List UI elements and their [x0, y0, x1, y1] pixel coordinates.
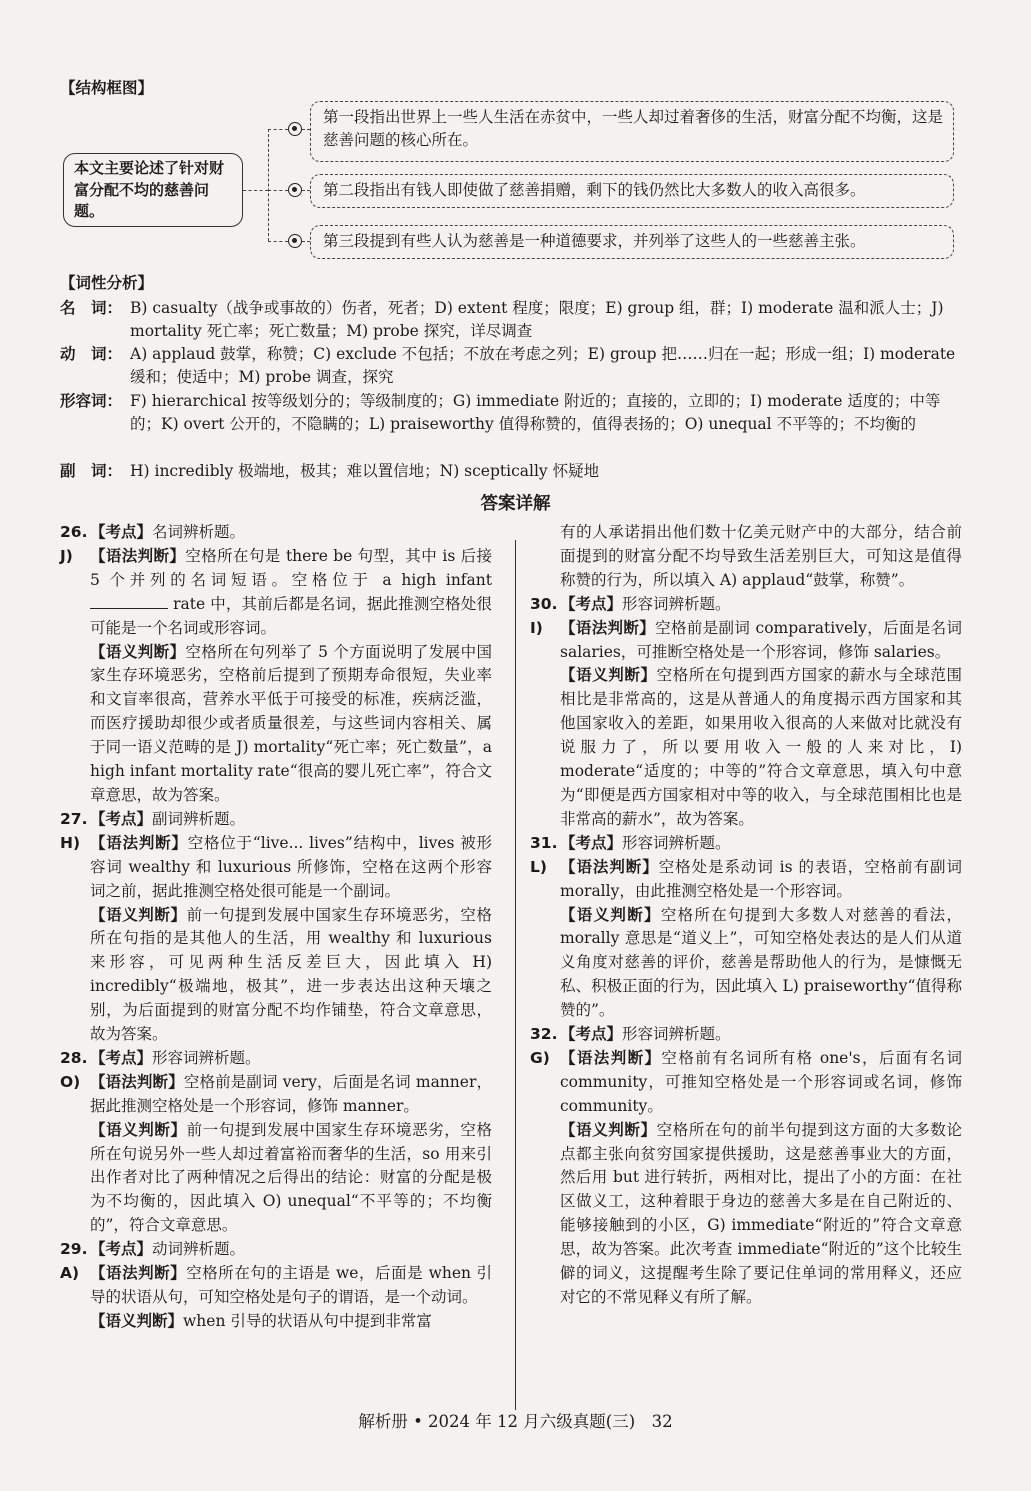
q29-semantic — [90, 1310, 492, 1334]
tag-kaodian: 【考点】 — [90, 1048, 153, 1067]
pos-row-adjective — [60, 390, 965, 437]
branch-link-1 — [302, 129, 310, 130]
q32-kaodian-text: 形容词辨析题。 — [622, 1025, 731, 1044]
pos-tag: 动 词： — [60, 345, 123, 363]
q27-semantic — [90, 904, 492, 1047]
q32-header — [530, 1023, 962, 1047]
pos-text: B) casualty（战争或事故的）伤者，死者；D) extent 程度；限度；E) group 组，群；I) moderate 温和派人士；J) mortality 死亡率；死亡数量；M) probe 探究，详尽调查 — [130, 299, 944, 341]
q31-header — [530, 832, 962, 856]
pos-tag: 形容词： — [60, 392, 123, 410]
q29-grammar-text: 空格所在句的主语是 we，后面是 when 引导的状语从句，可知空格处是句子的谓语，是一个动词。 — [90, 1264, 492, 1306]
q29-answer: A) — [60, 1264, 80, 1283]
pos-row-verb — [60, 343, 965, 390]
q26-semantic-text: 空格所在句列举了 5 个方面说明了发展中国家生存环境恶劣，空格前后提到了预期寿命很短，失业率和文盲率很高，营养水平低于可接受的标准，疾病泛滥，而医疗援助却很少或者质量很差，与这些词内容相关、属于同一语义范畴的是 J) mortality“死亡率；死亡数量”，a high infant mortality rate“很高的婴儿死亡率”，符合文章意思，故为答案。 — [90, 642, 492, 804]
pos-text: A) applaud 鼓掌，称赞；C) exclude 不包括；不放在考虑之列；E) group 把……归在一起；形成一组；I) moderate 缓和；使适中；M) probe 调查，探究 — [130, 345, 956, 387]
q32-semantic-text: 空格所在句的前半句提到这方面的大多数论点都主张向贫穷国家提供援助，这是慈善事业大的方面，然后用 but 进行转折，两相对比，提出了小的方面：在社区做义工，这种着眼于身边的慈善大多是在自己附近的、能够接触到的小区，G) immediate“附近的”符合文章意思，故为答案。此次考查 immediate“附近的”这个比较生僻的词义，这提醒考生除了要记住单词的常用释义，还应对它的不常见释义有所了解。 — [560, 1120, 962, 1306]
q27-grammar-text: 空格位于“live... lives”结构中，lives 被形容词 wealthy 和 luxurious 所修饰，空格在这两个形容词之前，据此推测空格处很可能是一个副词。 — [90, 833, 492, 900]
q26-header — [60, 521, 492, 545]
q32-semantic — [560, 1119, 962, 1310]
tag-kaodian: 【考点】 — [90, 523, 153, 541]
tag-semantic: 【语义判断】 — [560, 1120, 657, 1139]
structure-heading: 【结构框图】 — [60, 79, 154, 97]
q30-semantic-text: 空格所在句提到西方国家的薪水与全球范围相比是非常高的，这是从普通人的角度揭示西方国家和其他国家收入的差距，如果用收入很高的人来做对比就没有说服力了，所以要用收入一般的人来对比，I) moderate“适度的；中等的”符合文章意思，填入句中意为“即便是西方国家相对中等的收入，与全球范围相比也是非常高的薪水”，故为答案。 — [560, 666, 962, 828]
tag-semantic: 【语义判断】 — [90, 1120, 187, 1139]
branch-connector-1 — [268, 129, 288, 130]
pos-row-adverb — [60, 460, 965, 483]
q27-grammar — [60, 832, 492, 904]
q31-answer: L) — [530, 857, 547, 876]
answers-title: 答案详解 — [480, 494, 551, 514]
q26-grammar-text-1: 空格所在句是 there be 句型，其中 is 后接 5 个并列的名词短语。空格位于 a high infant — [90, 546, 492, 589]
q32-answer: G) — [530, 1048, 550, 1067]
q28-grammar — [60, 1071, 492, 1119]
tag-grammar: 【语法判断】 — [560, 857, 659, 876]
pos-heading: 【词性分析】 — [60, 274, 154, 292]
tag-semantic: 【语义判断】 — [560, 666, 657, 685]
tag-grammar: 【语法判断】 — [560, 1048, 662, 1067]
tag-grammar: 【语法判断】 — [90, 833, 188, 852]
q27-semantic-text: 前一句提到发展中国家生存环境恶劣，空格所在句指的是其他人的生活，用 wealthy 和 luxurious 来形容，可见两种生活反差巨大，因此填入 H) incredibly“极端地，极其”，进一步表达出这种天壤之别，为后面提到的财富分配不均作铺垫，符合文章意思，故为答案。 — [90, 905, 492, 1044]
q29-grammar — [60, 1262, 492, 1310]
q31-grammar-text: 空格处是系动词 is 的表语，空格前有副词 morally，由此推测空格处是一个形容词。 — [560, 857, 962, 900]
q27-header — [60, 808, 492, 832]
pos-tag: 副 词： — [60, 462, 123, 480]
pos-tag: 名 词： — [60, 299, 123, 317]
branch-connector-3 — [268, 241, 288, 242]
q28-grammar-text: 空格前是副词 very，后面是名词 manner，据此推测空格处是一个形容词，修饰 manner。 — [90, 1072, 492, 1115]
q30-semantic — [560, 664, 962, 831]
q31-kaodian-text: 形容词辨析题。 — [622, 833, 731, 852]
q32-number: 32. — [530, 1025, 558, 1044]
page-footer: 解析册 • 2024 年 12 月六级真题(三) 32 — [358, 1412, 673, 1431]
structure-branch-2: 第二段指出有钱人即使做了慈善捐赠，剩下的钱仍然比大多数人的收入高很多。 — [310, 174, 954, 208]
tag-kaodian: 【考点】 — [560, 1025, 623, 1044]
q26-grammar — [60, 545, 492, 641]
pos-text: F) hierarchical 按等级划分的；等级制度的；G) immediate 附近的；直接的，立即的；I) moderate 适度的；中等的；K) overt 公开的，不隐瞒的；L) praiseworthy 值得称赞的，值得表扬的；O) unequal 不平等的；不均衡的 — [130, 392, 941, 434]
q30-kaodian-text: 形容词辨析题。 — [622, 594, 731, 613]
tag-kaodian: 【考点】 — [560, 833, 623, 852]
q28-kaodian-text: 形容词辨析题。 — [152, 1048, 261, 1067]
branch-link-2 — [302, 190, 310, 191]
q28-semantic — [90, 1119, 492, 1239]
q28-number: 28. — [60, 1048, 88, 1067]
q28-answer: O) — [60, 1072, 81, 1091]
q31-semantic-text: 空格所在句提到大多数人对慈善的看法，morally 意思是“道义上”，可知空格处表达的是人们从道义角度对慈善的评价，慈善是帮助他人的行为，是慷慨无私、积极正面的行为，因此填入 L) praiseworthy“值得称赞的”。 — [560, 905, 962, 1020]
q29-kaodian-text: 动词辨析题。 — [152, 1240, 246, 1259]
q27-answer: H) — [60, 833, 81, 852]
q30-grammar-text: 空格前是副词 comparatively，后面是名词 salaries，可推断空格处是一个形容词，修饰 salaries。 — [560, 618, 962, 661]
q30-number: 30. — [530, 594, 558, 613]
structure-branch-3: 第三段提到有些人认为慈善是一种道德要求，并列举了这些人的一些慈善主张。 — [310, 225, 954, 259]
q26-number: 26. — [60, 523, 88, 541]
branch-link-3 — [302, 241, 310, 242]
q29-semantic-text: when 引导的状语从句中提到非常富 — [183, 1311, 432, 1330]
q28-semantic-text: 前一句提到发展中国家生存环境恶劣，空格所在句说另外一些人却过着富裕而奢华的生活，so 用来引出作者对比了两种情况之后得出的结论：财富的分配是极为不均衡的，因此填入 O) unequal“不平等的；不均衡的”，符合文章意思。 — [90, 1120, 492, 1235]
tag-semantic: 【语义判断】 — [90, 905, 187, 924]
q31-grammar — [530, 856, 962, 904]
pos-text: H) incredibly 极端地，极其；难以置信地；N) sceptically 怀疑地 — [130, 462, 600, 480]
tag-grammar: 【语法判断】 — [90, 1264, 187, 1283]
q26-answer: J) — [60, 546, 73, 565]
tag-semantic: 【语义判断】 — [90, 1311, 184, 1330]
branch-bullet-icon — [288, 234, 302, 248]
tag-grammar: 【语法判断】 — [90, 546, 186, 565]
structure-root-box: 本文主要论述了针对财富分配不均的慈善问题。 — [63, 153, 243, 227]
q29-header — [60, 1238, 492, 1262]
q26-grammar-text-2: rate 中，其前后都是名词，据此推测空格处很可能是一个名词或形容词。 — [90, 594, 492, 637]
column-divider — [515, 540, 516, 1410]
q27-kaodian-text: 副词辨析题。 — [152, 809, 246, 828]
q27-number: 27. — [60, 809, 88, 828]
right-column — [530, 521, 962, 1310]
tag-kaodian: 【考点】 — [90, 809, 153, 828]
tag-semantic: 【语义判断】 — [560, 905, 661, 924]
branch-bullet-icon — [288, 122, 302, 136]
q29-semantic-continued: 有的人承诺捐出他们数十亿美元财产中的大部分，结合前面提到的财富分配不均导致生活差别巨大，可知这是值得称赞的行为，所以填入 A) applaud“鼓掌，称赞”。 — [560, 523, 962, 589]
blank-line — [90, 594, 168, 609]
pos-row-noun — [60, 297, 965, 344]
tag-grammar: 【语法判断】 — [560, 618, 656, 637]
q26-semantic — [90, 641, 492, 808]
q31-semantic — [560, 904, 962, 1024]
q29-number: 29. — [60, 1240, 88, 1259]
branch-connector-2 — [268, 190, 288, 191]
q26-kaodian-text: 名词辨析题。 — [152, 523, 246, 541]
q31-number: 31. — [530, 833, 558, 852]
q32-grammar-text: 空格前有名词所有格 one's，后面有名词 community，可推知空格处是一个形容词或名词，修饰 community。 — [560, 1048, 962, 1115]
tag-kaodian: 【考点】 — [90, 1240, 153, 1259]
tag-kaodian: 【考点】 — [560, 594, 623, 613]
structure-branch-1: 第一段指出世界上一些人生活在赤贫中，一些人却过着奢侈的生活，财富分配不均衡，这是慈善问题的核心所在。 — [310, 101, 954, 162]
root-connector — [243, 190, 268, 191]
q30-header — [530, 593, 962, 617]
q32-grammar — [530, 1047, 962, 1119]
vertical-connector — [268, 129, 269, 241]
q30-grammar — [530, 617, 962, 665]
tag-grammar: 【语法判断】 — [90, 1072, 184, 1091]
branch-bullet-icon — [288, 183, 302, 197]
tag-semantic: 【语义判断】 — [90, 642, 186, 661]
left-column — [60, 521, 492, 1334]
q30-answer: I) — [530, 618, 543, 637]
q28-header — [60, 1047, 492, 1071]
